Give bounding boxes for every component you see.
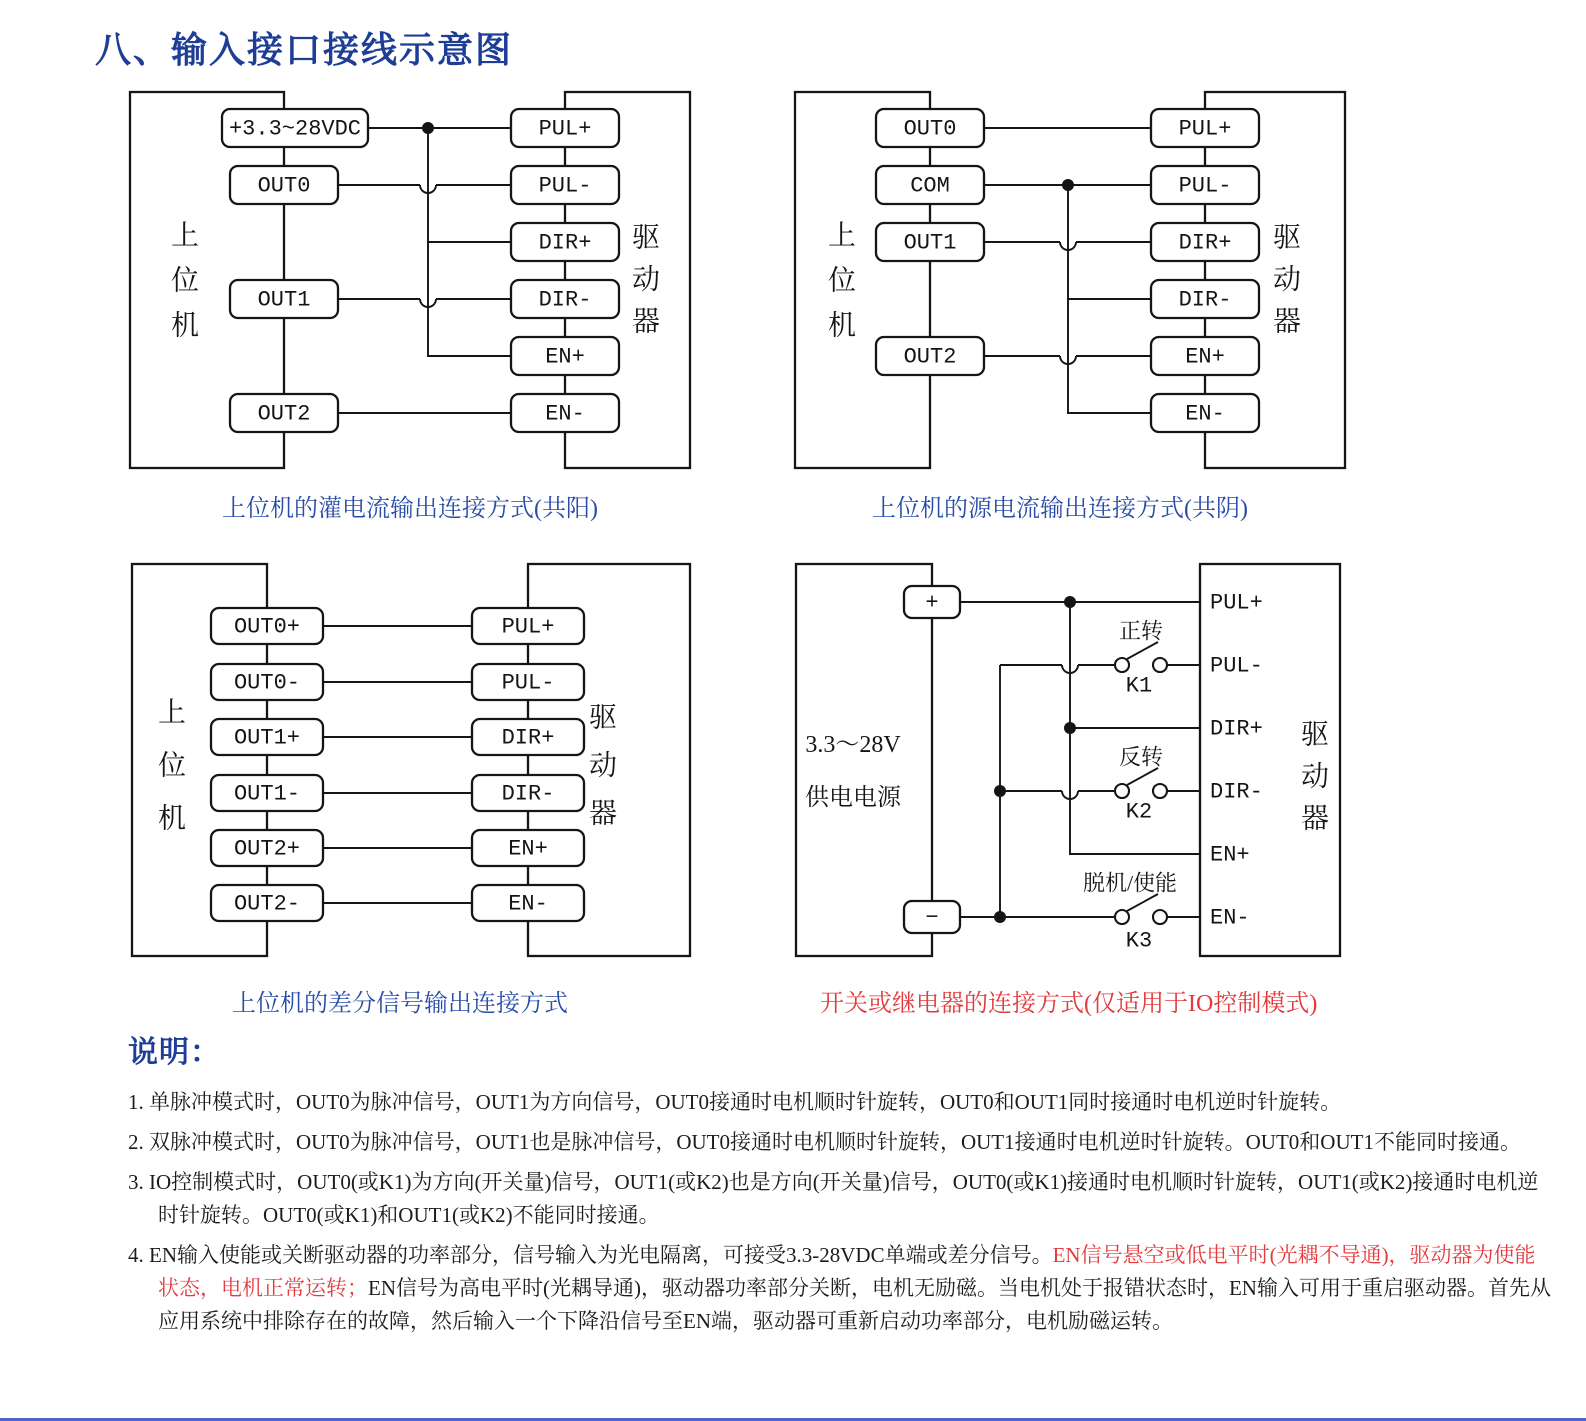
pin-label: OUT0	[257, 173, 311, 199]
pin-label: DIR-	[1210, 779, 1263, 805]
host-label: 上	[157, 697, 187, 729]
junction-dot	[994, 785, 1006, 797]
notes-list	[128, 1086, 1552, 1345]
pin-label: DIR-	[501, 781, 555, 807]
pin-label: PUL-	[1178, 173, 1232, 199]
switch-action-label: 反转	[1118, 744, 1164, 770]
pin-label: DIR-	[538, 287, 592, 313]
pin-label: EN-	[545, 401, 585, 427]
note-item	[128, 1086, 1552, 1119]
pin-label: OUT0+	[233, 614, 301, 640]
pin-label: OUT2-	[233, 891, 301, 917]
switch-lever	[1127, 768, 1158, 785]
switch-name-label: K3	[1125, 928, 1153, 954]
caption-sourcing: 上位机的源电流输出连接方式(共阴)	[872, 496, 1248, 522]
note-item	[128, 1239, 1552, 1338]
note-segment-red: EN信号悬空或低电平时(光耦不导通)，驱动器为使能状态，电机正常运转；	[158, 1243, 1536, 1300]
pin-label: EN+	[1210, 842, 1250, 868]
driver-label: 动	[1300, 761, 1330, 793]
pin-label: EN-	[1185, 401, 1225, 427]
junction-dot	[1062, 179, 1074, 191]
host-label: 机	[157, 803, 187, 835]
driver-label: 器	[631, 306, 661, 338]
notes-heading: 说明：	[128, 1036, 221, 1069]
pin-label: PUL+	[538, 116, 592, 142]
pin-label: DIR+	[501, 725, 555, 751]
pin-label: +3.3~28VDC	[228, 116, 362, 142]
pin-label: PUL-	[1210, 653, 1263, 679]
driver-label: 动	[588, 750, 618, 782]
host-label: 位	[170, 265, 200, 297]
switch-name-label: K2	[1125, 799, 1153, 825]
diagram-differential	[125, 558, 695, 958]
pin-label: OUT2+	[233, 836, 301, 862]
note-segment: 1. 单脉冲模式时，OUT0为脉冲信号，OUT1为方向信号，OUT0接通时电机顺时针旋转，OUT0和OUT1同时接通时电机逆时针旋转。	[128, 1090, 1342, 1114]
driver-label: 驱	[1272, 222, 1302, 254]
host-label: 上	[827, 220, 857, 252]
pin-label: EN+	[1185, 344, 1225, 370]
switch-contact	[1115, 784, 1129, 798]
switch-contact	[1153, 658, 1167, 672]
switch-contact	[1115, 910, 1129, 924]
caption-switch-relay: 开关或继电器的连接方式(仅适用于IO控制模式)	[820, 991, 1318, 1017]
host-label: 位	[827, 265, 857, 297]
switch-action-label: 正转	[1118, 618, 1164, 644]
driver-label: 驱	[1300, 719, 1330, 751]
junction-dot	[1064, 596, 1076, 608]
note-segment: 2. 双脉冲模式时，OUT0为脉冲信号，OUT1也是脉冲信号，OUT0接通时电机顺时针旋转，OUT1接通时电机逆时针旋转。OUT0和OUT1不能同时接通。	[128, 1130, 1521, 1154]
junction-dot	[994, 911, 1006, 923]
note-item	[128, 1126, 1552, 1159]
pin-label: EN+	[508, 836, 548, 862]
note-item	[128, 1166, 1552, 1232]
driver-label: 器	[1272, 306, 1302, 338]
pin-label: OUT1-	[233, 781, 301, 807]
caption-sinking: 上位机的灌电流输出连接方式(共阳)	[222, 496, 598, 522]
pin-label: COM	[910, 173, 950, 199]
driver-label: 驱	[588, 702, 618, 734]
wire-hop	[1000, 791, 1115, 799]
pin-label: PUL+	[1178, 116, 1232, 142]
pin-label: DIR+	[1210, 716, 1263, 742]
pin-label: PUL-	[538, 173, 592, 199]
caption-differential: 上位机的差分信号输出连接方式	[232, 991, 568, 1017]
wire-hop	[1000, 665, 1115, 673]
switch-lever	[1127, 642, 1158, 659]
junction-dot	[1064, 722, 1076, 734]
power-rect	[796, 564, 932, 956]
note-segment: 3. IO控制模式时，OUT0(或K1)为方向(开关量)信号，OUT1(或K2)也是方向(开关量)信号，OUT0(或K1)接通时电机顺时针旋转，OUT1(或K2)接通时电机逆时针旋转。OUT0(或K1)和OUT1(或K2)不能同时接通。	[128, 1170, 1539, 1227]
pin-label: OUT1+	[233, 725, 301, 751]
host-label: 机	[170, 310, 200, 342]
pin-label: EN-	[1210, 905, 1250, 931]
switch-action-label: 脱机/使能	[1082, 870, 1178, 896]
note-segment: EN信号为高电平时(光耦导通)，驱动器功率部分关断，电机无励磁。当电机处于报错状态时，EN输入可用于重启驱动器。首先从应用系统中排除存在的故障，然后输入一个下降沿信号至EN端，驱动器可重新启动功率部分，电机励磁运转。	[158, 1276, 1551, 1333]
pin-label: OUT1	[257, 287, 311, 313]
host-rect	[795, 92, 930, 468]
pin-label: EN-	[508, 891, 548, 917]
driver-label: 动	[631, 264, 661, 296]
terminal-label: −	[925, 905, 939, 931]
switch-contact	[1115, 658, 1129, 672]
wire-hop	[338, 185, 511, 193]
power-voltage-label: 3.3～28V	[805, 732, 901, 758]
driver-rect	[1200, 564, 1340, 956]
driver-label: 器	[1300, 803, 1330, 835]
pin-label: DIR+	[1178, 230, 1232, 256]
host-label: 位	[157, 750, 187, 782]
pin-label: EN+	[545, 344, 585, 370]
driver-label: 驱	[631, 222, 661, 254]
diagram-switch-relay	[785, 555, 1355, 965]
host-label: 机	[827, 310, 857, 342]
diagram-sinking-current	[125, 88, 695, 478]
driver-label: 动	[1272, 264, 1302, 296]
junction-dot	[422, 122, 434, 134]
pin-label: OUT2	[903, 344, 957, 370]
switch-name-label: K1	[1125, 673, 1153, 699]
pin-label: OUT2	[257, 401, 311, 427]
pin-label: OUT0	[903, 116, 957, 142]
switch-lever	[1127, 894, 1158, 911]
pin-label: OUT1	[903, 230, 957, 256]
host-label: 上	[170, 220, 200, 252]
pin-label: DIR+	[538, 230, 592, 256]
driver-label: 器	[588, 798, 618, 830]
pin-label: PUL+	[501, 614, 555, 640]
diagram-sourcing-current	[790, 88, 1360, 478]
pin-label: DIR-	[1178, 287, 1232, 313]
pin-label: PUL+	[1210, 590, 1263, 616]
power-supply-label: 供电电源	[805, 785, 901, 811]
page-title: 八、输入接口接线示意图	[95, 30, 514, 70]
terminal-label: +	[925, 590, 939, 616]
pin-label: OUT0-	[233, 670, 301, 696]
note-segment: 4. EN输入使能或关断驱动器的功率部分，信号输入为光电隔离，可接受3.3-28VDC单端或差分信号。	[128, 1243, 1053, 1267]
switch-contact	[1153, 784, 1167, 798]
switch-contact	[1153, 910, 1167, 924]
pin-label: PUL-	[501, 670, 555, 696]
wire-hop	[338, 299, 511, 307]
